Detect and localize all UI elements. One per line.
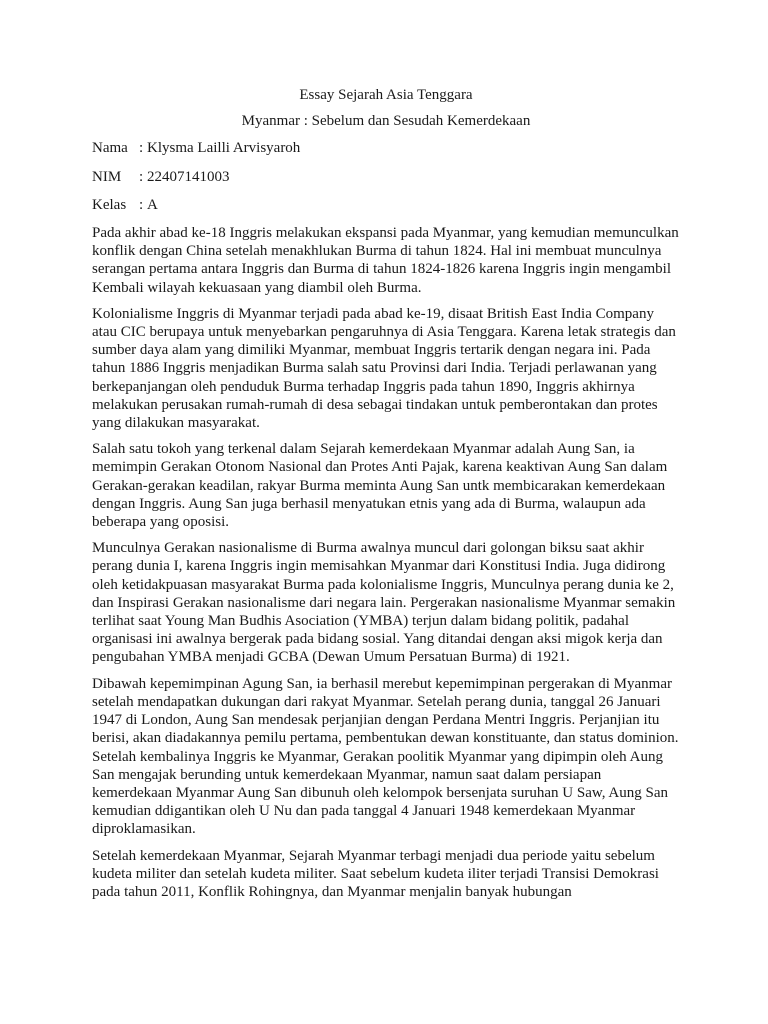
field-nim-row [92, 168, 680, 186]
paragraph-1: Pada akhir abad ke-18 Inggris melakukan ekspansi pada Myanmar, yang kemudian memunculkan konflik dengan China setelah menakhlukan Burma di tahun 1824. Hal ini membuat munculnya serangan pertama antara Inggris dan Burma di tahun 1824-1826 karena Inggris ingin mengambil Kembali wilayah kekuasaan yang diambil oleh Burma. [92, 225, 679, 296]
field-name-value: Klysma Lailli Arvisyaroh [147, 140, 301, 157]
field-nim-label: NIM [92, 168, 122, 185]
essay-subtitle: Myanmar : Sebelum dan Sesudah Kemerdekaan [241, 113, 531, 130]
field-kelas-row [92, 196, 680, 214]
paragraph-6: Setelah kemerdekaan Myanmar, Sejarah Myanmar terbagi menjadi dua periode yaitu sebelum kudeta militer dan setelah kudeta militer. Saat sebelum kudeta iliter terjadi Transisi Demokrasi pada tahun 2011, Konflik Rohingnya, dan Myanmar menjalin banyak hubungan [92, 847, 659, 900]
field-name-row [92, 139, 680, 157]
field-kelas-separator: : [139, 196, 144, 213]
field-kelas-value: A [147, 196, 158, 213]
field-nim-separator: : [139, 168, 144, 185]
field-kelas-label: Kelas [92, 196, 127, 213]
paragraph-4: Munculnya Gerakan nasionalisme di Burma awalnya muncul dari golongan biksu saat akhir perang dunia I, karena Inggris ingin memisahkan Myanmar dari Konstitusi India. Juga didirong oleh ketidakpuasan masyarakat Burma pada kolonialisme Inggris, Munculnya perang dunia ke 2, dan Inspirasi Gerakan nasionalisme dari negara lain. Pergerakan nasionalisme Myanmar semakin terlihat saat Young Man Budhis Asociation (YMBA) terjun dalam bidang politik, padahal organisasi ini awalnya bergerak pada bidang sosial. Yang ditandai dengan aksi migok kerja dan pengubahan YMBA menjadi GCBA (Dewan Umum Persatuan Burma) di 1921. [92, 540, 676, 666]
paragraph-3: Salah satu tokoh yang terkenal dalam Sejarah kemerdekaan Myanmar adalah Aung San, ia memimpin Gerakan Otonom Nasional dan Protes Anti Pajak, karena keaktivan Aung San dalam Gerakan-gerakan keadilan, rakyar Burma meminta Aung San untk membicarakan kemerdekaan dengan Inggris. Aung San juga berhasil menyatukan etnis yang ada di Burma, walaupun ada beberapa yang oposisi. [92, 441, 668, 531]
field-nim-value: 22407141003 [147, 168, 230, 185]
field-name-separator: : [139, 140, 144, 157]
field-name-label: Nama [92, 140, 128, 157]
paragraph-5: Dibawah kepemimpinan Agung San, ia berhasil merebut kepemimpinan pergerakan di Myanmar setelah mendapatkan dukungan dari rakyat Myanmar. Setelah perang dunia, tanggal 26 Januari 1947 di London, Aung San mendesak perjanjian dengan Perdana Mentri Inggris. Perjanjian itu berisi, akan diadakannya pemilu pertama, pembentukan dewan konstituante, dan status dominion. Setelah kembalinya Inggris ke Myanmar, Gerakan poolitik Myanmar yang dipimpin oleh Aung San mengajak berunding untuk kemerdekaan Myanmar, namun saat dalam persiapan kemerdekaan Myanmar Aung San dibunuh oleh kelompok bersenjata suruhan U Saw, Aung San kemudian ddigantikan oleh U Nu dan pada tanggal 4 Januari 1948 kemerdekaan Myanmar diproklamasikan. [92, 675, 679, 838]
document-body [92, 86, 680, 909]
paragraph-2: Kolonialisme Inggris di Myanmar terjadi pada abad ke-19, disaat British East India Company atau CIC berupaya untuk menyebarkan pengaruhnya di Asia Tenggara. Karena letak strategis dan sumber daya alam yang dimiliki Myanmar, membuat Inggris tertarik dengan negara ini. Pada tahun 1886 Inggris menjadikan Burma salah satu Provinsi dari India. Terjadi perlawanan yang berkepanjangan oleh penduduk Burma terhadap Inggris pada tahun 1890, Inggris akhirnya melakukan perusakan rumah-rumah di desa sebagai tindakan untuk pemberontakan dan protes yang dilakukan masyarakat. [92, 305, 676, 432]
essay-title: Essay Sejarah Asia Tenggara [299, 87, 473, 103]
